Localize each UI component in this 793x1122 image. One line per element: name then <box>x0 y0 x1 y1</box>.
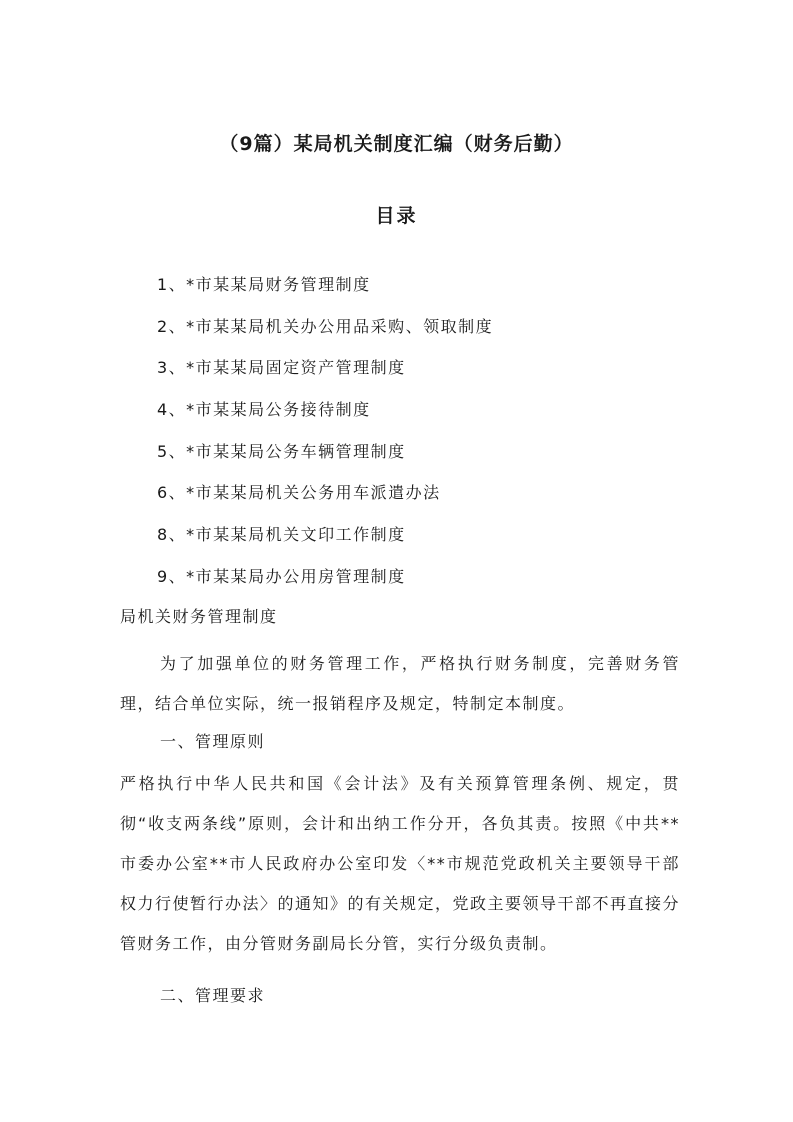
toc-item: 2、*市某某局机关办公用品采购、领取制度 <box>157 316 494 336</box>
section-title: 局机关财务管理制度 <box>120 607 278 626</box>
toc-item: 8、*市某某局机关文印工作制度 <box>157 525 406 545</box>
toc-item: 5、*市某某局公务车辆管理制度 <box>157 441 406 461</box>
toc-item: 3、*市某某局固定资产管理制度 <box>157 358 406 378</box>
toc-item: 4、*市某某局公务接待制度 <box>157 400 371 420</box>
document-title: （9篇）某局机关制度汇编（财务后勤） <box>219 133 574 155</box>
toc-item: 6、*市某某局机关公务用车派遣办法 <box>157 483 441 503</box>
intro-paragraph: 为了加强单位的财务管理工作，严格执行财务制度，完善财务管理，结合单位实际，统一报销程序及规定，特制定本制度。 <box>120 654 680 713</box>
table-of-contents <box>157 271 493 605</box>
toc-item: 1、*市某某局财务管理制度 <box>157 275 371 294</box>
toc-heading: 目录 <box>375 205 418 227</box>
heading-management-requirements: 二、管理要求 <box>160 986 266 1005</box>
principle-paragraph: 严格执行中华人民共和国《会计法》及有关预算管理条例、规定，贯彻“收支两条线”原则，会计和出纳工作分开，各负其责。按照《中共**市委办公室**市人民政府办公室印发〈**市规范党政机关主要领导干部权力行使暂行办法〉的通知》的有关规定，党政主要领导干部不再直接分管财务工作，由分管财务副局长分管，实行分级负责制。 <box>120 774 681 953</box>
toc-item: 9、*市某某局办公用房管理制度 <box>157 566 406 586</box>
heading-management-principles: 一、管理原则 <box>160 732 266 751</box>
